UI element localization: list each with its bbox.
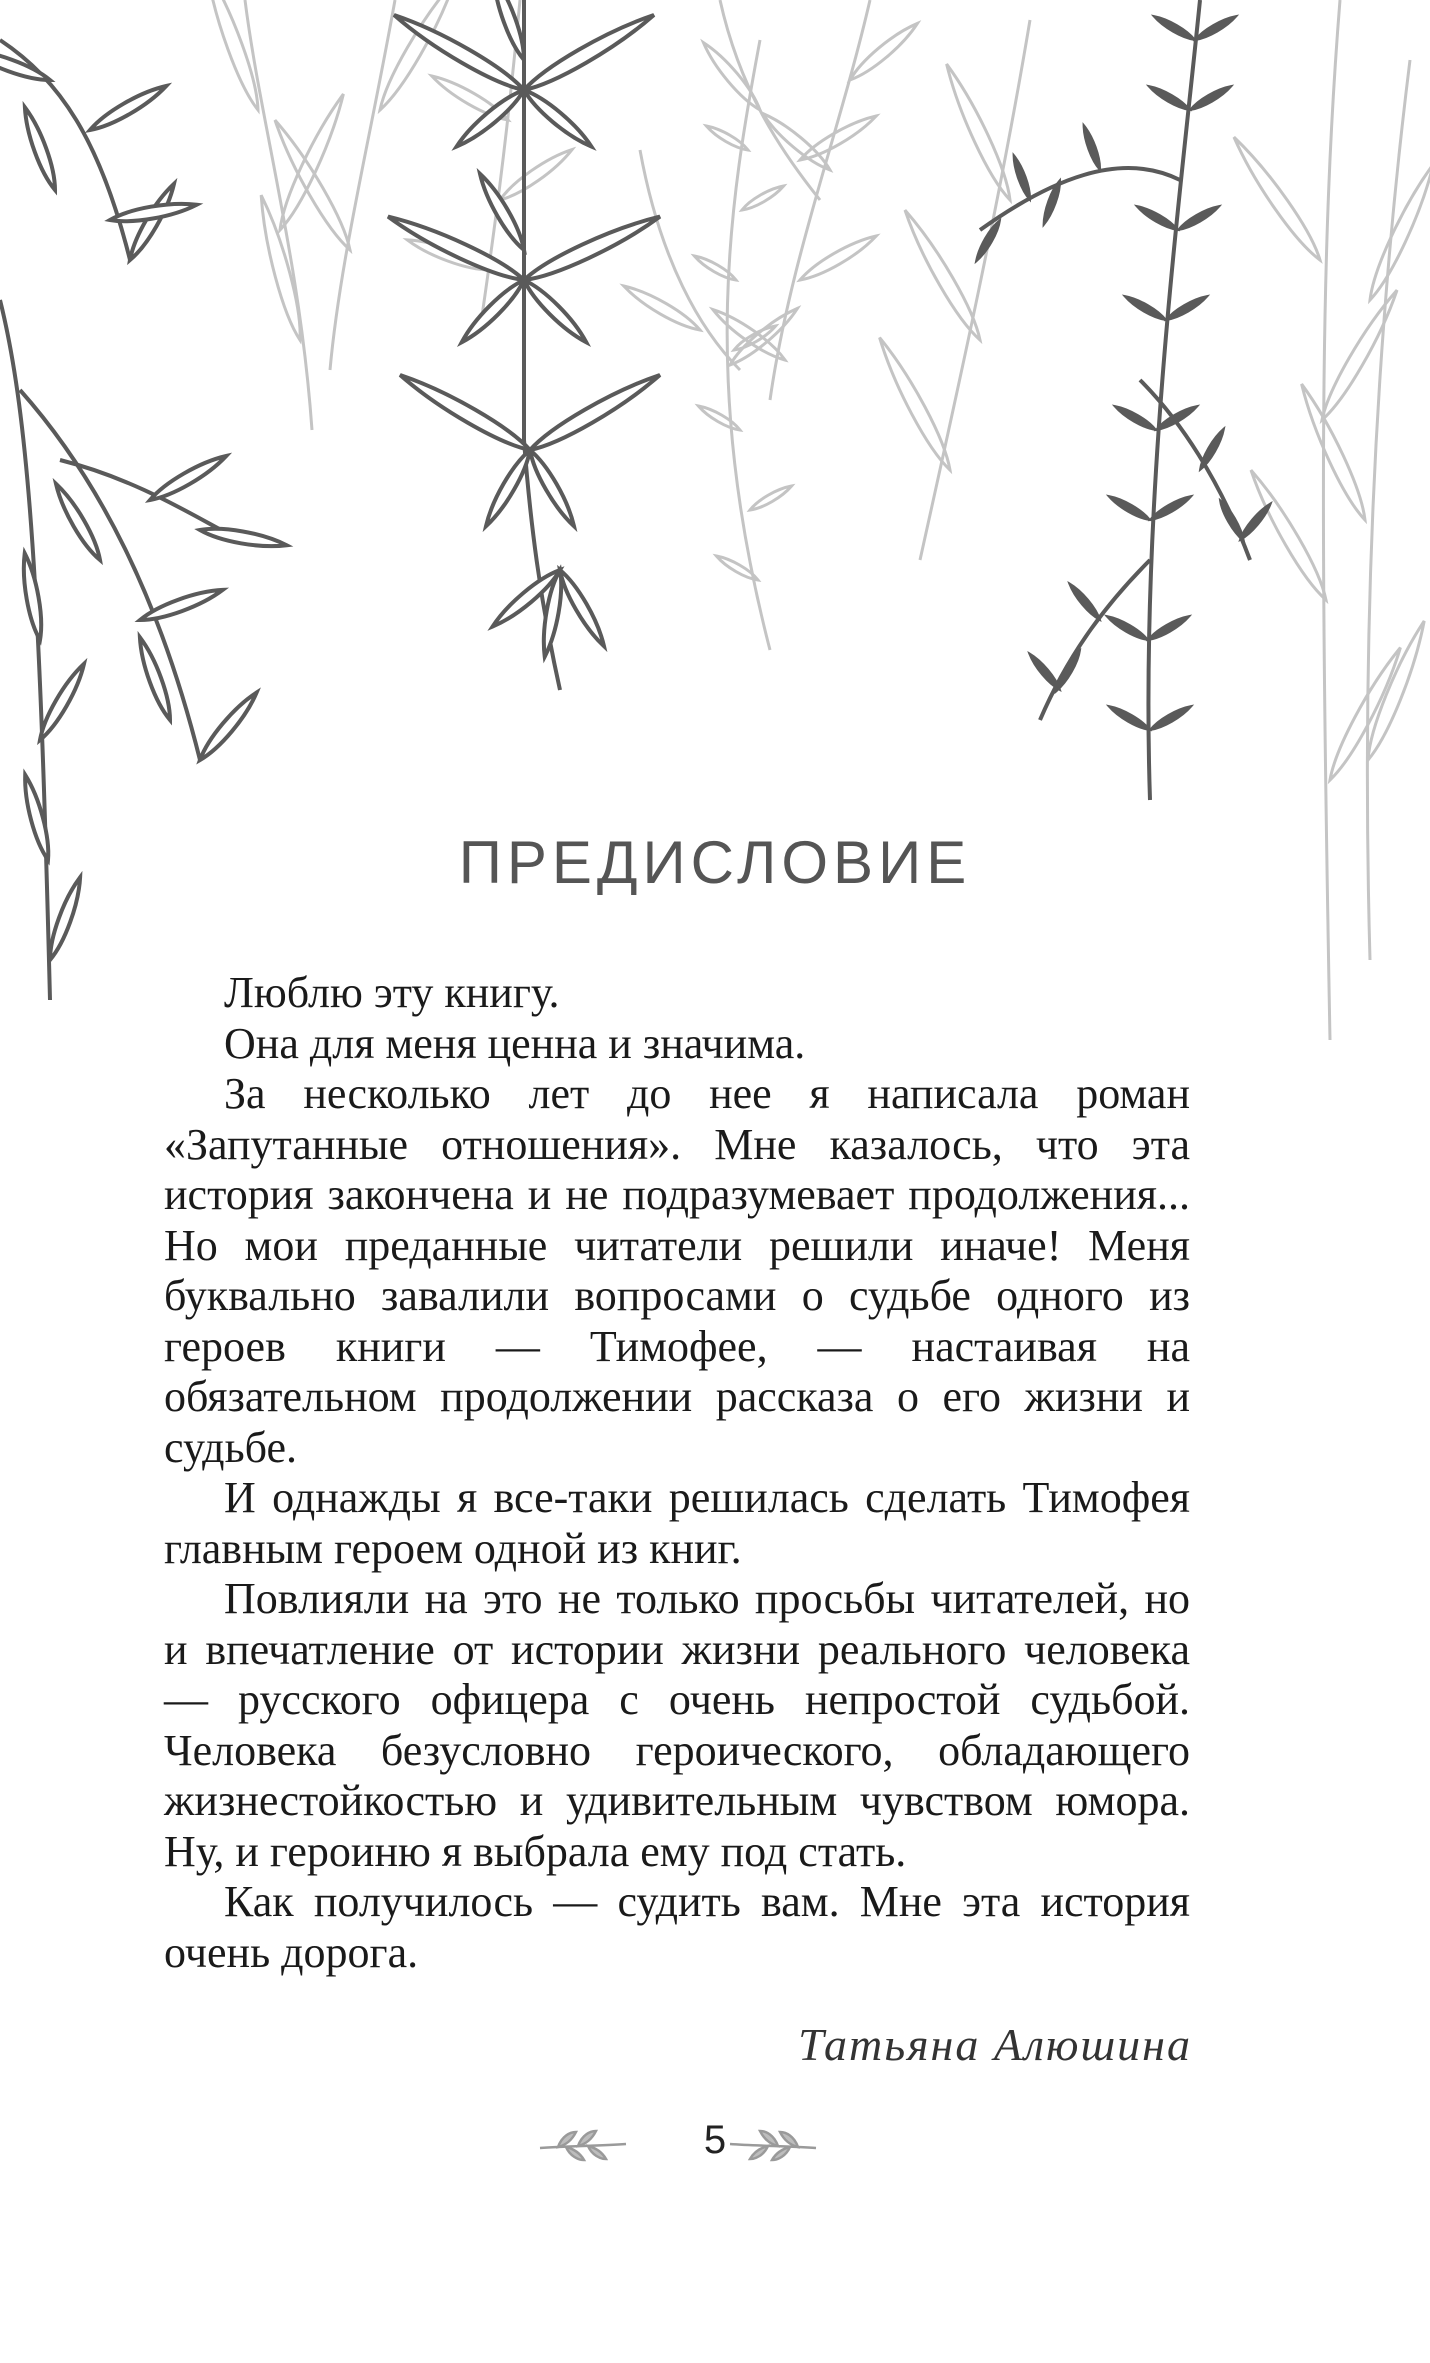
paragraph: Повлияли на это не только просьбы читателей, но и впечатление от истории жизни реального человека — русского офицера с очень непростой судьбой. Человека безусловно героического, обладающего жизнестойкостью и удивительным чувством юмора. Ну, и героиню я выбрала ему под стать. bbox=[164, 1574, 1190, 1876]
page-title: ПРЕДИСЛОВИЕ bbox=[458, 829, 972, 896]
paragraph: И однажды я все-таки решилась сделать Тимофея главным героем одной из книг. bbox=[164, 1473, 1190, 1573]
body-text bbox=[164, 968, 1190, 1978]
paragraph: Она для меня ценна и значима. bbox=[224, 1018, 806, 1068]
paragraph: Как получилось — судить вам. Мне эта история очень дорога. bbox=[164, 1877, 1190, 1977]
leaf-sprig-right-icon bbox=[728, 2126, 818, 2166]
hanging-leaves-illustration-icon bbox=[0, 0, 1430, 1060]
page-number: 5 bbox=[703, 2118, 727, 2162]
paragraph: Люблю эту книгу. bbox=[224, 968, 560, 1017]
author-signature: Татьяна Алюшина bbox=[798, 2019, 1192, 2070]
paragraph: За несколько лет до нее я написала роман «Запутанные отношения». Мне казалось, что эта история закончена и не подразумевает продолжения... Но мои преданные читатели решили иначе! Меня буквально завалили вопросами о судьбе одного из героев книги — Тимофее, — настаивая на обязательном продолжении рассказа о его жизни и судьбе. bbox=[164, 1069, 1190, 1472]
page-footer bbox=[0, 2118, 1430, 2178]
